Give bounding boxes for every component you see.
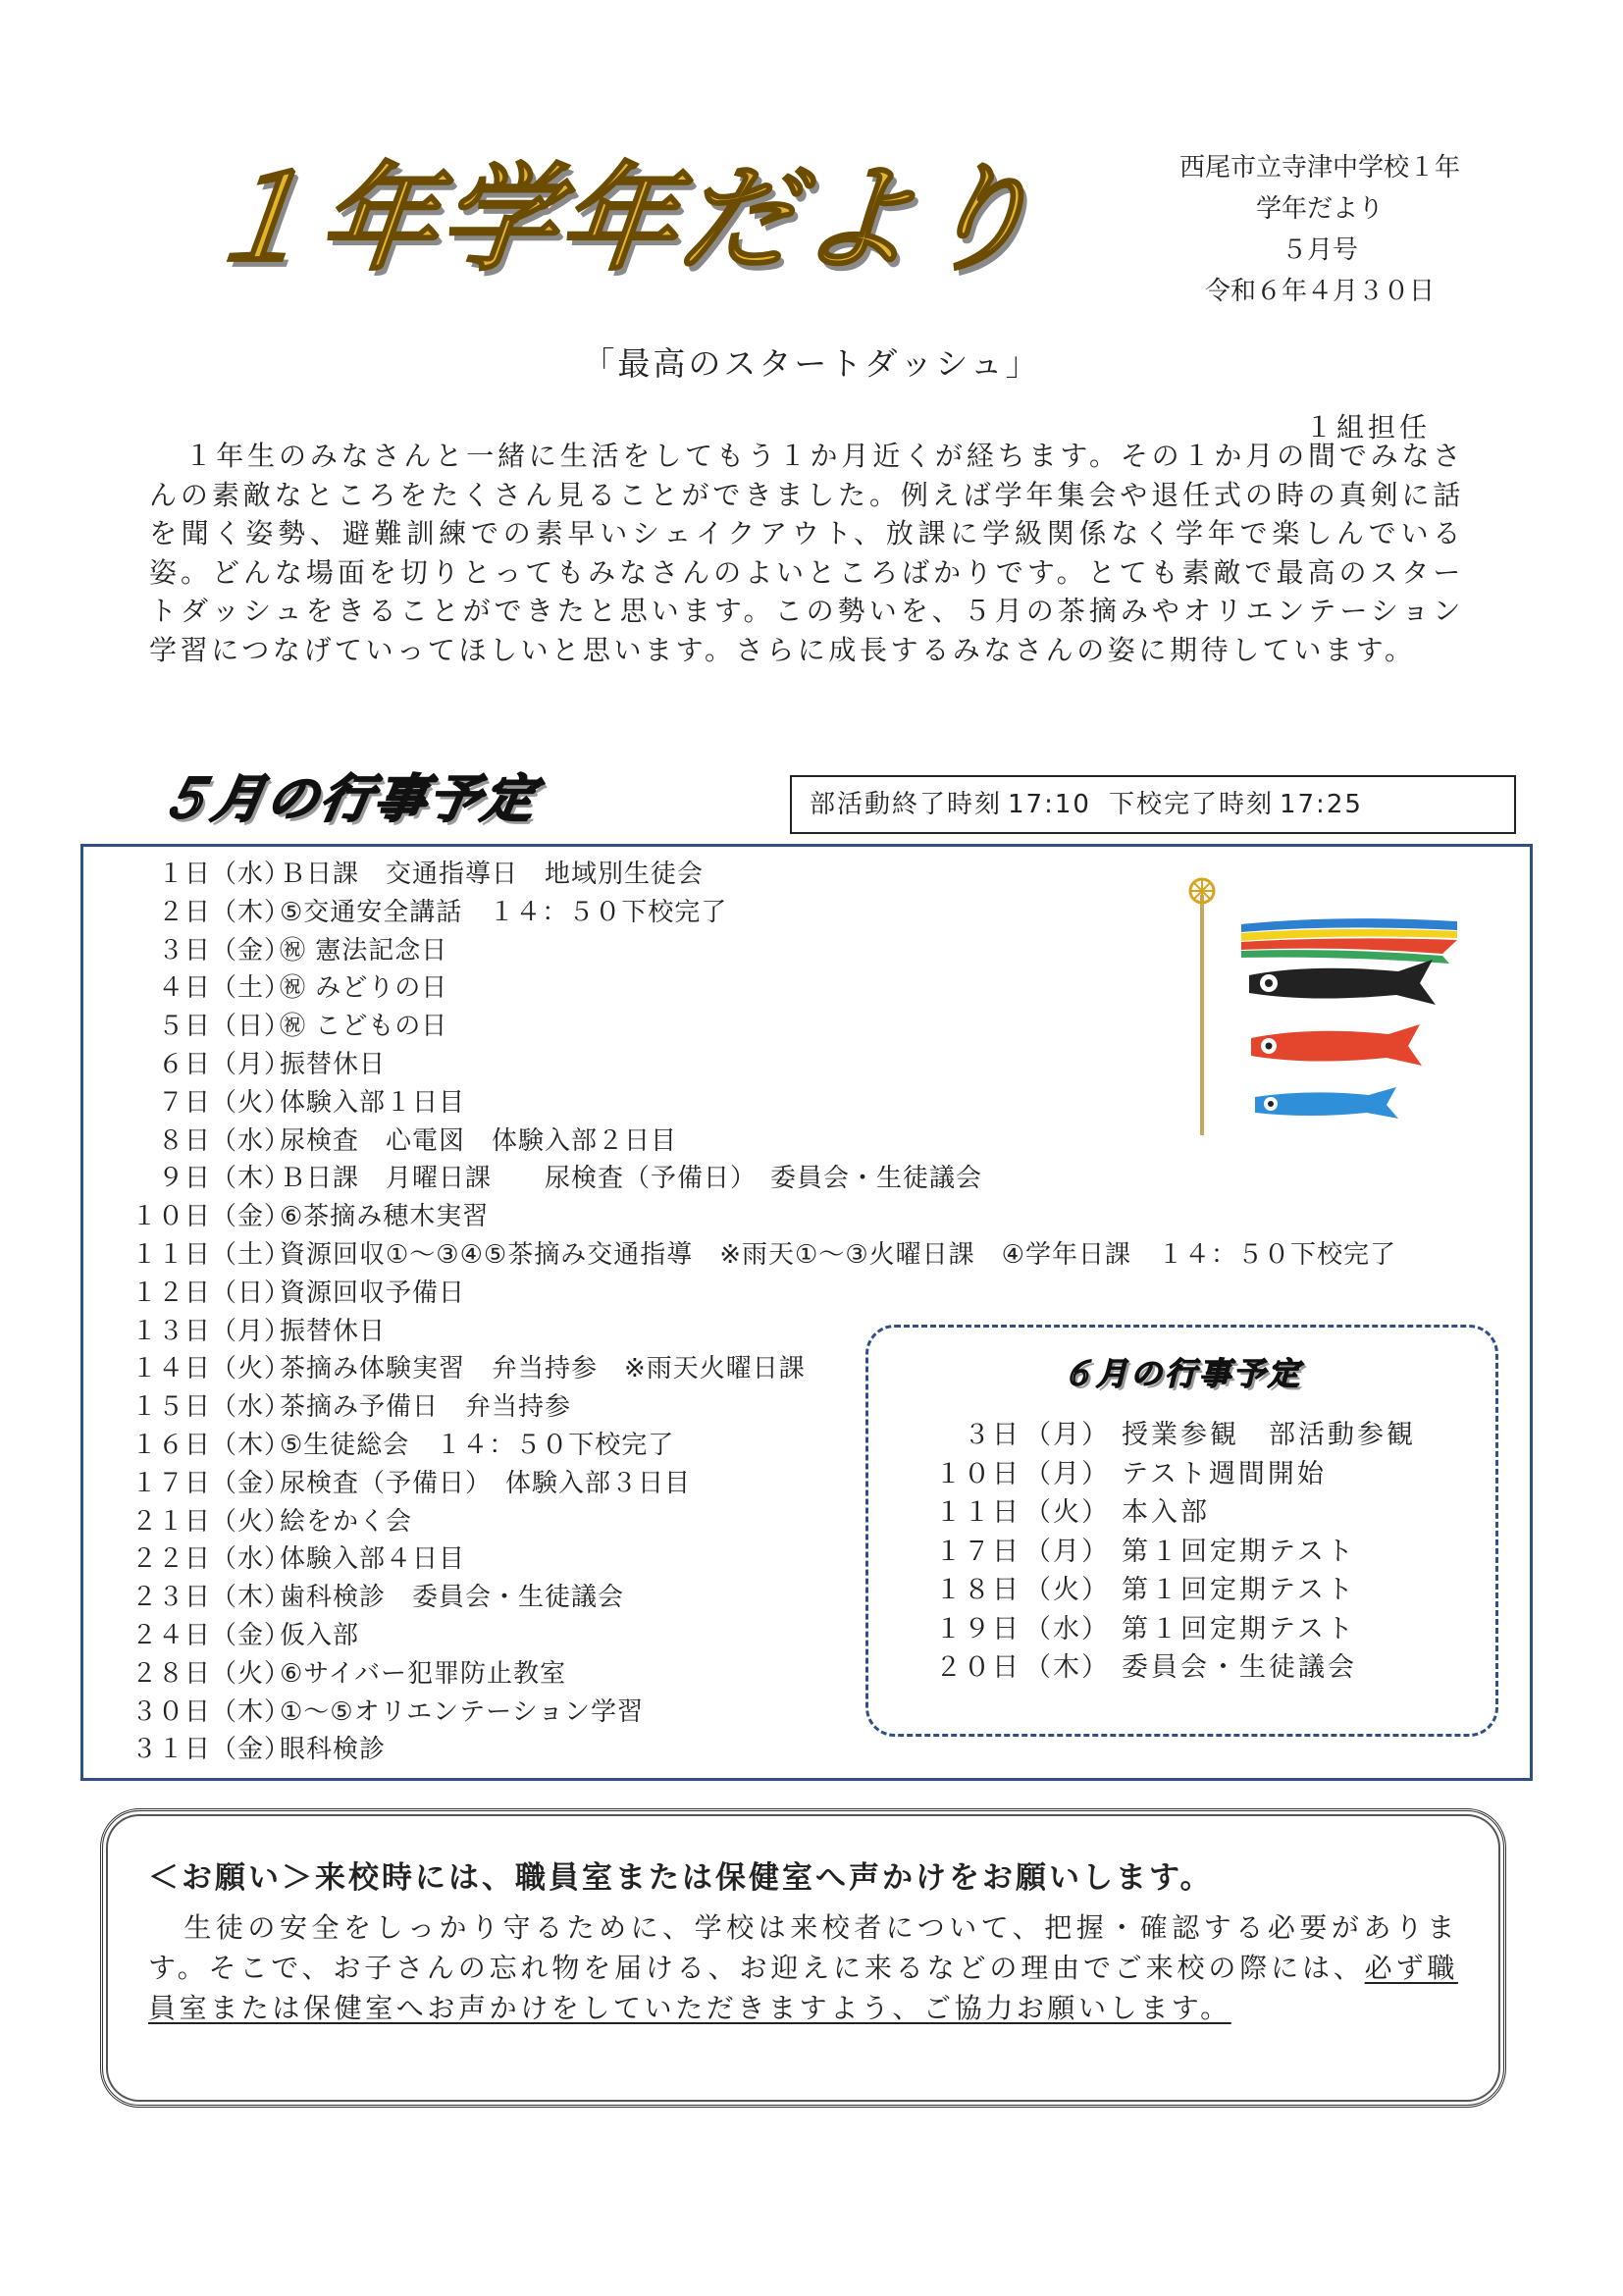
event-text: ⑤生徒総会 １４：５０下校完了 <box>280 1430 675 1460</box>
event-weekday: （火） <box>211 1087 291 1118</box>
event-text: 仮入部 <box>280 1620 360 1650</box>
issue-date: 令和６年４月３０日 <box>1204 277 1435 306</box>
event-weekday: （火） <box>211 1506 291 1537</box>
issue-label: ５月号 <box>1281 235 1358 265</box>
event-day: １８日 <box>935 1575 1021 1605</box>
event-day: ３０日 <box>131 1696 211 1727</box>
event-text: 資源回収予備日 <box>280 1278 466 1308</box>
event-text: 本入部 <box>1122 1497 1210 1528</box>
event-text: 第１回定期テスト <box>1122 1613 1356 1644</box>
event-text: ⑥茶摘み穂木実習 <box>280 1202 490 1232</box>
event-weekday: （木） <box>211 897 291 927</box>
page-title: １年学年だより <box>193 151 1047 287</box>
event-text: 眼科検診 <box>280 1735 387 1765</box>
event-weekday: （水） <box>211 1544 291 1575</box>
list-item <box>83 1198 1396 1236</box>
event-day: ２１日 <box>131 1506 211 1537</box>
event-text: ㊗ みどりの日 <box>280 973 448 1004</box>
event-weekday: （金） <box>211 1468 291 1498</box>
event-text: 第１回定期テスト <box>1122 1536 1356 1567</box>
event-text: 尿検査 心電図 体験入部２日目 <box>280 1125 678 1156</box>
club-end-label: 部活動終了時刻 <box>810 790 1003 819</box>
event-text: ①～⑤オリエンテーション学習 <box>280 1696 645 1727</box>
list-item <box>868 1533 1416 1572</box>
event-day: ２３日 <box>131 1583 211 1613</box>
request-heading: ＜お願い＞来校時には、職員室または保健室へ声かけをお願いします。 <box>148 1860 1214 1896</box>
event-weekday: （土） <box>211 973 291 1004</box>
event-day: ２８日 <box>131 1658 211 1689</box>
event-text: 資源回収①～③④⑤茶摘み交通指導 ※雨天①～③火曜日課 ④学年日課 １４：５０下校完了 <box>280 1239 1396 1270</box>
school-info <box>1138 147 1501 312</box>
event-weekday: （火） <box>1024 1575 1110 1605</box>
event-text: 振替休日 <box>280 1316 387 1346</box>
list-item <box>868 1416 1416 1455</box>
event-text: 絵をかく会 <box>280 1506 413 1537</box>
event-day: ３日 <box>157 935 211 965</box>
koinobori-icon <box>1163 865 1477 1140</box>
event-weekday: （土） <box>211 1239 291 1270</box>
event-text: 委員会・生徒議会 <box>1122 1652 1357 1683</box>
event-day: １日 <box>157 860 211 889</box>
event-weekday: （火） <box>211 1658 291 1689</box>
event-day: ３日 <box>964 1420 1021 1450</box>
event-text: 茶摘み体験実習 弁当持参 ※雨天火曜日課 <box>280 1354 806 1384</box>
event-day: １４日 <box>131 1354 211 1384</box>
event-day: １９日 <box>935 1613 1021 1644</box>
event-weekday: （金） <box>211 1202 291 1232</box>
school-name: 西尾市立寺津中学校１年 <box>1178 153 1460 183</box>
event-weekday: （木） <box>211 1696 291 1727</box>
event-day: １７日 <box>935 1536 1021 1567</box>
article-byline: １組担任 <box>1305 411 1432 444</box>
june-schedule-heading: ６月の行事予定 <box>1061 1355 1302 1392</box>
event-weekday: （木） <box>211 1430 291 1460</box>
event-day: ８日 <box>157 1125 211 1156</box>
event-weekday: （木） <box>211 1164 291 1194</box>
article-body: １年生のみなさんと一緒に生活をしてもう１か月近くが経ちます。その１か月の間でみなさんの素敵なところをたくさん見ることができました。例えば学年集会や退任式の時の真剣に話を聞く姿勢、避難訓練での素早いシェイクアウト、放課に学級関係なく学年で楽しんでいる姿。どんな場面を切りとってもみなさんのよいところばかりです。とても素敵で最高のスタートダッシュをきることができたと思います。この勢いを、５月の茶摘みやオリエンテーション学習につなげていってほしいと思います。さらに成長するみなさんの姿に期待しています。 <box>149 440 1464 666</box>
event-day: １２日 <box>131 1278 211 1308</box>
event-weekday: （日） <box>211 1012 291 1042</box>
event-day: ２０日 <box>935 1652 1021 1683</box>
event-weekday: （火） <box>1024 1497 1110 1528</box>
may-schedule-heading: ５月の行事予定 <box>153 770 543 829</box>
event-weekday: （月） <box>211 1316 291 1346</box>
list-item <box>83 1275 1396 1313</box>
event-weekday: （月） <box>211 1049 291 1079</box>
june-event-list <box>868 1416 1416 1688</box>
event-day: １３日 <box>131 1316 211 1346</box>
publication-name: 学年だより <box>1255 194 1384 224</box>
event-text: ㊗ 憲法記念日 <box>280 935 448 965</box>
june-schedule-box <box>865 1325 1498 1737</box>
event-weekday: （月） <box>1024 1536 1110 1567</box>
event-text: 体験入部１日目 <box>280 1087 466 1118</box>
event-text: 授業参観 部活動参観 <box>1122 1420 1416 1450</box>
list-item <box>868 1610 1416 1649</box>
event-day: ２２日 <box>131 1544 211 1575</box>
leave-label: 下校完了時刻 <box>1108 790 1274 819</box>
event-day: １７日 <box>131 1468 211 1498</box>
event-text: 振替休日 <box>280 1049 387 1079</box>
leave-time: 17:25 <box>1279 790 1363 819</box>
event-weekday: （水） <box>211 860 291 889</box>
event-day: ５日 <box>157 1012 211 1042</box>
event-day: ３１日 <box>131 1735 211 1765</box>
event-weekday: （金） <box>211 1735 291 1765</box>
event-text: テスト週間開始 <box>1122 1458 1327 1489</box>
request-notice <box>100 1808 1506 2108</box>
event-weekday: （水） <box>1024 1613 1110 1644</box>
event-text: 歯科検診 委員会・生徒議会 <box>280 1583 625 1613</box>
request-body <box>148 1907 1458 2028</box>
event-day: １０日 <box>935 1458 1021 1489</box>
request-body-lead: 生徒の安全をしっかり守るために、学校は来校者について、把握・確認する必要があります。そこで、お子さんの忘れ物を届ける、お迎えに来るなどの理由でご来校の際には、 <box>148 1911 1458 1984</box>
event-day: １１日 <box>935 1497 1021 1528</box>
event-weekday: （水） <box>211 1125 291 1156</box>
list-item <box>83 1236 1396 1275</box>
event-weekday: （金） <box>211 935 291 965</box>
list-item <box>83 1731 1396 1769</box>
event-day: １６日 <box>131 1430 211 1460</box>
event-text: 体験入部４日目 <box>280 1544 466 1575</box>
event-day: ２日 <box>157 897 211 927</box>
event-day: ７日 <box>157 1087 211 1118</box>
event-weekday: （金） <box>211 1620 291 1650</box>
list-item <box>868 1648 1416 1688</box>
event-day: １１日 <box>131 1239 211 1270</box>
article-title: 「最高のスタートダッシュ」 <box>582 344 1041 383</box>
event-weekday: （木） <box>211 1583 291 1613</box>
list-item <box>868 1571 1416 1610</box>
event-weekday: （月） <box>1024 1420 1110 1450</box>
event-day: ９日 <box>157 1164 211 1194</box>
event-weekday: （月） <box>1024 1458 1110 1489</box>
club-end-time: 17:10 <box>1008 790 1091 819</box>
list-item <box>83 1160 1396 1198</box>
event-weekday: （火） <box>211 1354 291 1384</box>
event-weekday: （日） <box>211 1278 291 1308</box>
event-text: ⑥サイバー犯罪防止教室 <box>280 1658 566 1689</box>
request-body-emphasis: 必ず職員室または保健室へお声かけをしていただきますよう、ご協力お願いします。 <box>148 1952 1458 2024</box>
event-day: ４日 <box>157 973 211 1004</box>
event-weekday: （水） <box>211 1392 291 1423</box>
event-day: ６日 <box>157 1049 211 1079</box>
school-hours-box <box>790 775 1516 834</box>
event-text: ㊗ こどもの日 <box>280 1012 448 1042</box>
event-day: １５日 <box>131 1392 211 1423</box>
event-text: 茶摘み予備日 弁当持参 <box>280 1392 572 1423</box>
event-text: Ｂ日課 交通指導日 地域別生徒会 <box>280 860 705 889</box>
list-item <box>868 1455 1416 1494</box>
event-text: ⑤交通安全講話 １４：５０下校完了 <box>280 897 728 927</box>
event-day: １０日 <box>131 1202 211 1232</box>
list-item <box>868 1493 1416 1533</box>
event-text: 第１回定期テスト <box>1122 1575 1356 1605</box>
event-weekday: （木） <box>1024 1652 1110 1683</box>
event-day: ２４日 <box>131 1620 211 1650</box>
event-text: Ｂ日課 月曜日課 尿検査（予備日） 委員会・生徒議会 <box>280 1164 983 1194</box>
event-text: 尿検査（予備日） 体験入部３日目 <box>280 1468 692 1498</box>
